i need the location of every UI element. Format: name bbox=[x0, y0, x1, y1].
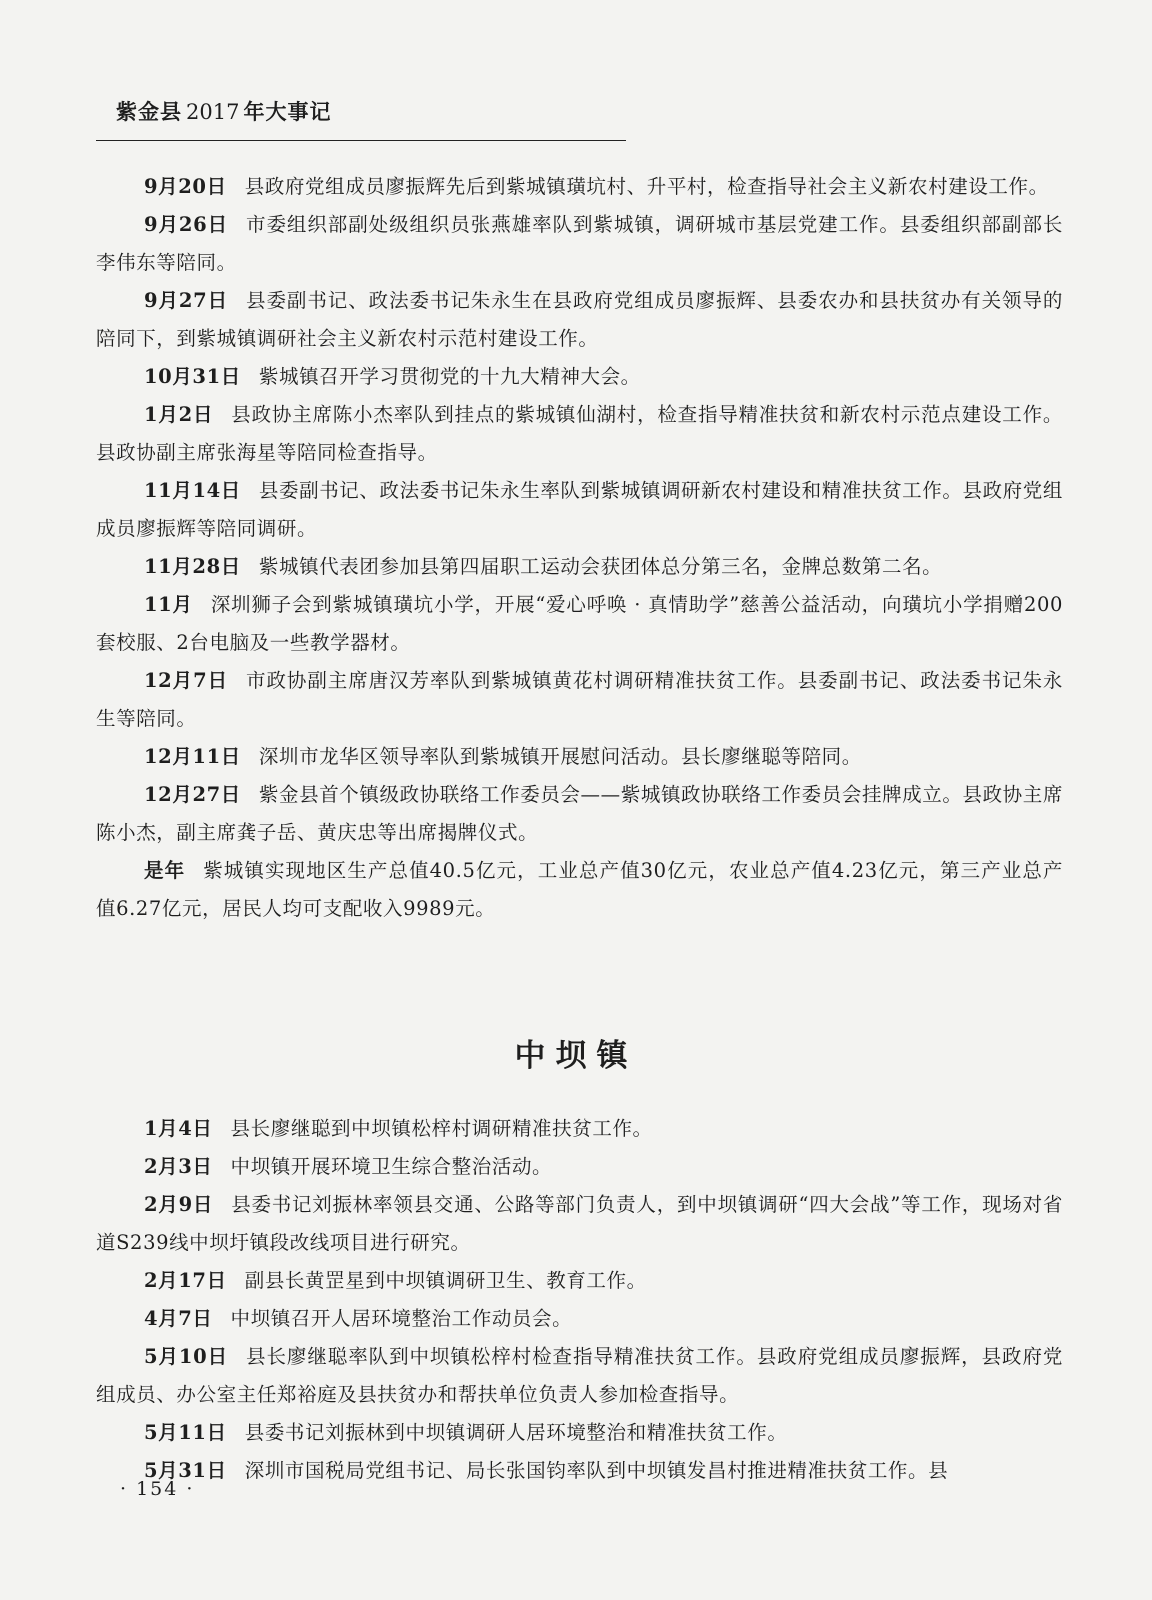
entry-date: 9月20日 bbox=[144, 175, 227, 198]
section-zhongba bbox=[96, 1110, 1063, 1490]
header-year: 2017 bbox=[186, 100, 240, 124]
header-prefix: 紫金县 bbox=[116, 99, 182, 124]
entry-date: 12月27日 bbox=[144, 783, 241, 806]
entry-text: 县长廖继聪率队到中坝镇松梓村检查指导精准扶贫工作。县政府党组成员廖振辉，县政府党组成员、办公室主任郑裕庭及县扶贫办和帮扶单位负责人参加检查指导。 bbox=[96, 1345, 1063, 1406]
entry-text: 县委书记刘振林到中坝镇调研人居环境整治和精准扶贫工作。 bbox=[244, 1421, 788, 1444]
entry bbox=[96, 776, 1063, 852]
entry-text: 紫城镇实现地区生产总值40.5亿元，工业总产值30亿元，农业总产值4.23亿元，第三产业总产值6.27亿元，居民人均可支配收入9989元。 bbox=[96, 859, 1064, 920]
entry-text: 中坝镇召开人居环境整治工作动员会。 bbox=[230, 1307, 573, 1330]
entry-date: 11月28日 bbox=[144, 555, 241, 578]
entry-text: 市委组织部副处级组织员张燕雄率队到紫城镇，调研城市基层党建工作。县委组织部副部长李伟东等陪同。 bbox=[96, 213, 1063, 274]
entry bbox=[96, 282, 1063, 358]
entry-text: 县委副书记、政法委书记朱永生在县政府党组成员廖振辉、县委农办和县扶贫办有关领导的陪同下，到紫城镇调研社会主义新农村示范村建设工作。 bbox=[96, 289, 1063, 350]
entry bbox=[96, 206, 1063, 282]
entry-text: 深圳市龙华区领导率队到紫城镇开展慰问活动。县长廖继聪等陪同。 bbox=[258, 745, 862, 768]
entry-date: 2月9日 bbox=[144, 1193, 214, 1216]
entry-text: 县政府党组成员廖振辉先后到紫城镇璜坑村、升平村，检查指导社会主义新农村建设工作。 bbox=[244, 175, 1049, 198]
entry-date: 2月3日 bbox=[144, 1155, 213, 1178]
entry-date: 10月31日 bbox=[144, 365, 241, 388]
entry bbox=[96, 1300, 1063, 1338]
entry bbox=[96, 1110, 1063, 1148]
entry-date: 2月17日 bbox=[144, 1269, 227, 1292]
entry-date: 5月10日 bbox=[144, 1345, 229, 1368]
entry-date: 12月7日 bbox=[144, 669, 229, 692]
entry bbox=[96, 1186, 1063, 1262]
entry bbox=[96, 1262, 1063, 1300]
entry-text: 深圳市国税局党组书记、局长张国钧率队到中坝镇发昌村推进精准扶贫工作。县 bbox=[244, 1459, 949, 1482]
header-rule bbox=[96, 140, 626, 141]
entry bbox=[96, 738, 1063, 776]
entry-text: 紫城镇召开学习贯彻党的十九大精神大会。 bbox=[258, 365, 641, 388]
entry-text: 紫城镇代表团参加县第四届职工运动会获团体总分第三名，金牌总数第二名。 bbox=[258, 555, 943, 578]
entry-text: 副县长黄罡星到中坝镇调研卫生、教育工作。 bbox=[244, 1269, 647, 1292]
entry-date: 是年 bbox=[144, 859, 186, 882]
entry-text: 紫金县首个镇级政协联络工作委员会——紫城镇政协联络工作委员会挂牌成立。县政协主席陈小杰，副主席龚子岳、黄庆忠等出席揭牌仪式。 bbox=[96, 783, 1063, 844]
entry-date: 1月2日 bbox=[144, 403, 214, 426]
section-title: 中坝镇 bbox=[514, 1038, 638, 1074]
entry bbox=[96, 852, 1063, 928]
entry bbox=[96, 396, 1063, 472]
section-zicheng bbox=[96, 168, 1063, 928]
entry bbox=[96, 1148, 1063, 1186]
entry bbox=[96, 168, 1063, 206]
entry bbox=[96, 472, 1063, 548]
entry-text: 县委书记刘振林率领县交通、公路等部门负责人，到中坝镇调研“四大会战”等工作，现场对省道S239线中坝圩镇段改线项目进行研究。 bbox=[96, 1193, 1063, 1254]
entry bbox=[96, 1414, 1063, 1452]
entry bbox=[96, 1338, 1063, 1414]
entry-text: 县委副书记、政法委书记朱永生率队到紫城镇调研新农村建设和精准扶贫工作。县政府党组成员廖振辉等陪同调研。 bbox=[96, 479, 1063, 540]
entry-date: 11月14日 bbox=[144, 479, 241, 502]
entry-text: 县长廖继聪到中坝镇松梓村调研精准扶贫工作。 bbox=[230, 1117, 653, 1140]
entry bbox=[96, 662, 1063, 738]
entry-date: 9月26日 bbox=[144, 213, 229, 236]
entry-text: 市政协副主席唐汉芳率队到紫城镇黄花村调研精准扶贫工作。县委副书记、政法委书记朱永生等陪同。 bbox=[96, 669, 1063, 730]
entry-text: 深圳狮子会到紫城镇璜坑小学，开展“爱心呼唤 · 真情助学”慈善公益活动，向璜坑小学捐赠200套校服、2台电脑及一些教学器材。 bbox=[96, 593, 1063, 654]
entry-date: 4月7日 bbox=[144, 1307, 213, 1330]
running-header bbox=[116, 96, 331, 126]
entry-date: 5月31日 bbox=[144, 1459, 227, 1482]
entry-date: 11月 bbox=[144, 593, 193, 616]
entry-text: 中坝镇开展环境卫生综合整治活动。 bbox=[230, 1155, 553, 1178]
page-number: · 154 · bbox=[120, 1478, 195, 1500]
entry-date: 9月27日 bbox=[144, 289, 229, 312]
entry-date: 1月4日 bbox=[144, 1117, 213, 1140]
entry-date: 5月11日 bbox=[144, 1421, 227, 1444]
entry bbox=[96, 548, 1063, 586]
entry bbox=[96, 1452, 1063, 1490]
entry-date: 12月11日 bbox=[144, 745, 241, 768]
header-suffix: 年大事记 bbox=[243, 99, 332, 124]
entry bbox=[96, 586, 1063, 662]
entry-text: 县政协主席陈小杰率队到挂点的紫城镇仙湖村，检查指导精准扶贫和新农村示范点建设工作。县政协副主席张海星等陪同检查指导。 bbox=[96, 403, 1063, 464]
entry bbox=[96, 358, 1063, 396]
